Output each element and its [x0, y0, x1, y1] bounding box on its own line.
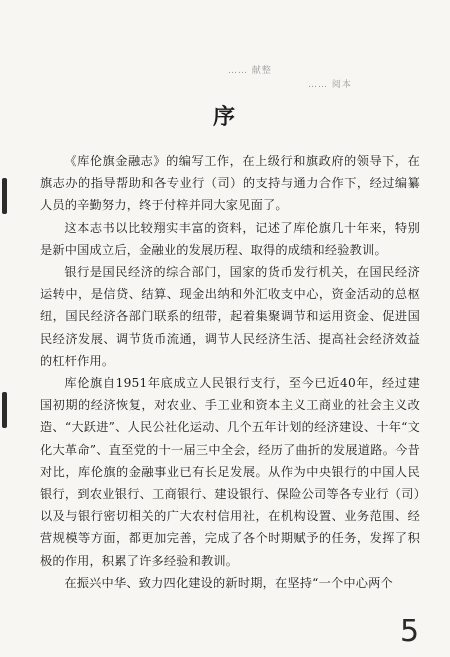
paragraph-5: 在振兴中华、致力四化建设的新时期，在坚持“一个中心两个 — [64, 575, 393, 590]
page-number: 5 — [400, 614, 420, 649]
paragraph-1: 《库伦旗金融志》的编写工作，在上级行和旗政府的领导下，在旗志办的指导帮助和各专业行（司）的支持与通力合作下，经过编纂人员的辛勤努力，终于付梓并同大家见面了。 — [40, 154, 420, 213]
body-text — [40, 150, 420, 594]
page-title: 序 — [212, 104, 237, 130]
paragraph-2: 这本志书以比较翔实丰富的资料，记述了库伦旗几十年来，特别是新中国成立后，金融业的发展历程、取得的成绩和经验教训。 — [40, 220, 420, 257]
paragraph-3: 银行是国民经济的综合部门，国家的货币发行机关，在国民经济运转中，是信贷、结算、现金出纳和外汇收支中心，资金活动的总枢纽，国民经济各部门联系的纽带，起着集聚调节和运用资金、促进国民经济发展、调节货币流通，调节人民经济生活、提高社会经济效益的杠杆作用。 — [40, 265, 420, 368]
paragraph-4: 库伦旗自1951年底成立人民银行支行，至今已近40年，经过建国初期的经济恢复，对农业、手工业和资本主义工商业的社会主义改造、“大跃进”、人民公社化运动、几个五年计划的经济建设、十年“文化大革命”、直至党的十一届三中全会，经历了曲折的发展道路。今昔对比，库伦旗的金融事业已有长足发展。从作为中央银行的中国人民银行，到农业银行、工商银行、建设银行、保险公司等各专业行（司）以及与银行密切相关的广大农村信用社，在机构设置、业务范围、经营规模等方面，都更加完善，完成了各个时期赋予的任务，发挥了积极的作用，积累了许多经验和教训。 — [40, 376, 420, 568]
stamp-line-2: …… 阅本 — [308, 80, 352, 90]
binding-mark-top — [2, 178, 7, 214]
binding-mark-bottom — [2, 392, 7, 428]
stamp-line-1: …… 献整 — [228, 66, 272, 76]
